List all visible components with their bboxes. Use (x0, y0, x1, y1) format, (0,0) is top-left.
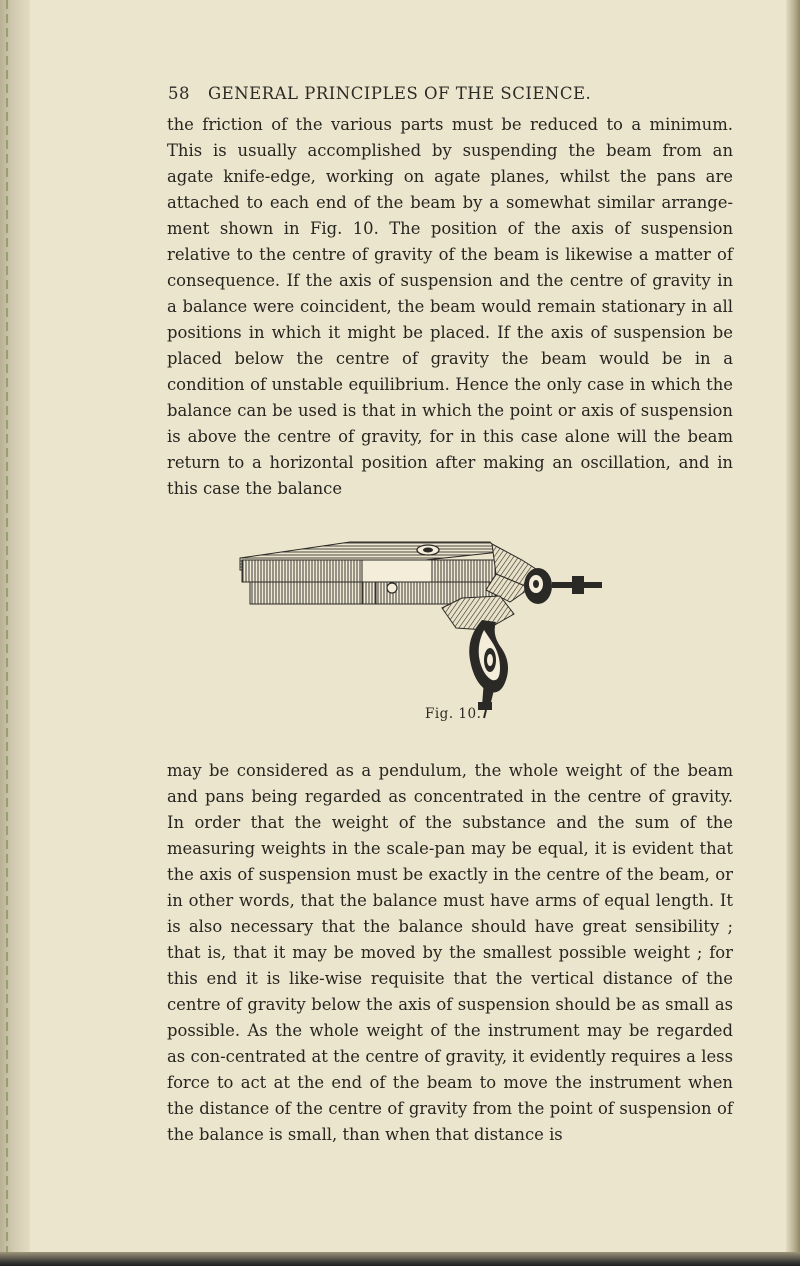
page-bottom-edge (0, 1252, 800, 1266)
paragraph-text: may be considered as a pendulum, the whole weight of the beam and pans being regarded as concentrated in the centre of gravity. In order that the weight of the substance and the sum of the measuring weights in the scale-pan may be equal, it is evident that the axis of suspension must be exactly in the centre of the beam, or in other words, that the balance must have arms of equal length. It is also necessary that the balance should have great sensibility ; that is, that it may be moved by the smallest possible weight ; for this end it is like-wise requisite that the vertical distance of the centre of gravity below the axis of suspension should be as small as possible. As the whole weight of the instrument may be regarded as con-centrated at the centre of gravity, it evidently requires a less force to act at the end of the beam to move the instrument when the distance of the centre of gravity from the point of suspension of the balance is small, than when that distance is (167, 761, 733, 1144)
running-head: GENERAL PRINCIPLES OF THE SCIENCE. (208, 84, 592, 103)
figure-caption: Fig. 10. (425, 706, 482, 722)
figure-10 (200, 530, 620, 720)
book-binding (0, 0, 30, 1266)
paragraph-bottom (167, 758, 733, 1148)
page-edge (786, 0, 800, 1266)
balance-knife-edge-engraving-icon (200, 530, 620, 720)
paragraph-text: the friction of the various parts must be reduced to a minimum. This is usually accomplished by suspending the beam from an agate knife-edge, working on agate planes, whilst the pans are attached to each end of the beam by a somewhat similar arrange-ment shown in Fig. 10. The position of the axis of suspension relative to the centre of gravity of the beam is likewise a matter of consequence. If the axis of suspension and the centre of gravity in a balance were coincident, the beam would remain stationary in all positions in which it might be placed. If the axis of suspension be placed below the centre of gravity the beam would be in a condition of unstable equilibrium. Hence the only case in which the balance can be used is that in which the point or axis of suspension is above the centre of gravity, for in this case alone will the beam return to a horizontal position after making an oscillation, and in this case the balance (167, 115, 733, 498)
paragraph-top (167, 112, 733, 502)
page-header (168, 84, 728, 110)
page-number: 58 (168, 84, 190, 103)
